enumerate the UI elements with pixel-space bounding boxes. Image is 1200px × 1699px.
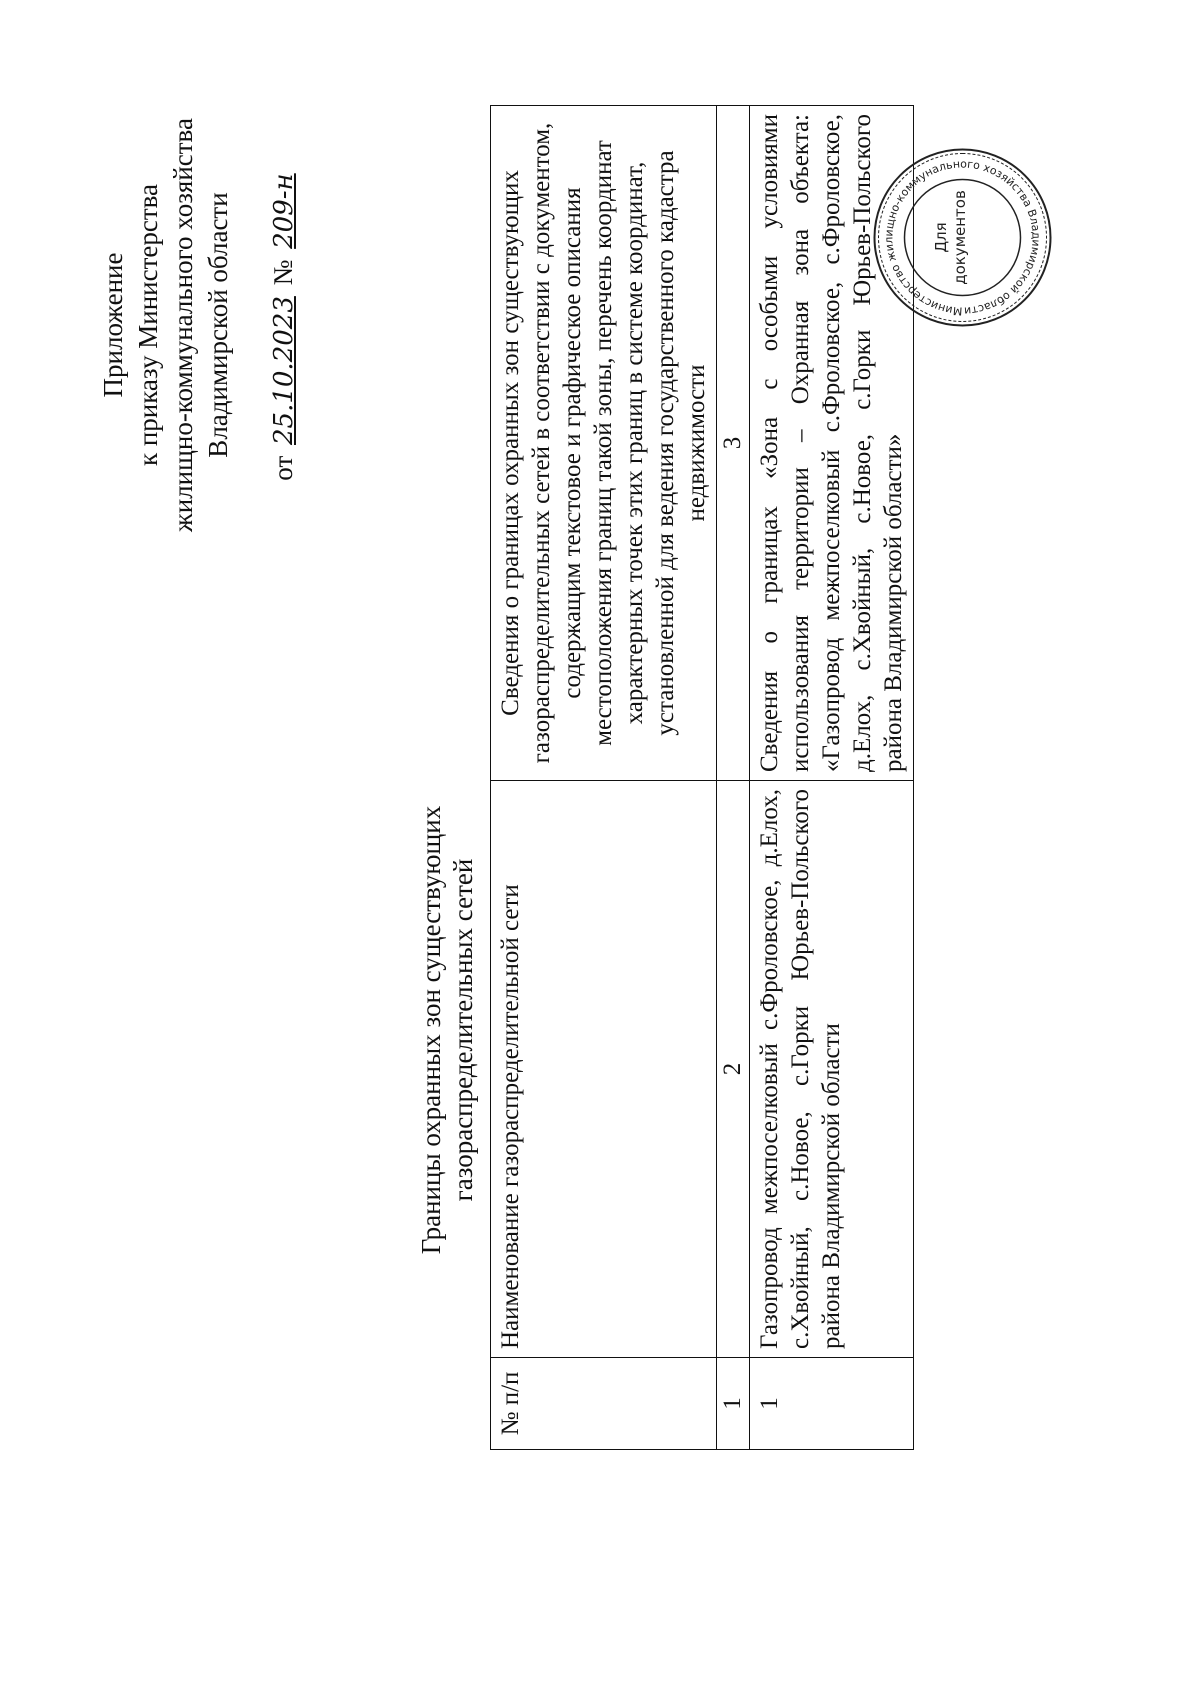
- stamp-center-line-2: документов: [951, 190, 969, 285]
- zones-table: [490, 105, 914, 1450]
- column-number-2: 2: [717, 781, 750, 1358]
- title-line-2: газораспределительных сетей: [448, 858, 478, 1202]
- order-date: 25.10.2023: [269, 296, 299, 445]
- rotated-document-content: [60, 70, 1140, 1610]
- stamp-ring-text: Министерство жилищно-коммунального хозяйства Владимирской области: [882, 157, 1043, 318]
- stamp-center-text: [932, 145, 970, 330]
- approval-line-3: жилищно-коммунального хозяйства: [168, 118, 198, 532]
- approval-line-1: Приложение: [98, 252, 128, 398]
- approval-line-2: к приказу Министерства: [133, 183, 163, 467]
- table-header-row: [491, 106, 717, 1450]
- header-zone-info: Сведения о границах охранных зон существующих газораспределительных сетей в соответствии с документом, содержащим текстовое и графическое описания местоположения границ такой зоны, перечень координат характерных точек этих границ в системе координат, установленной для ведения государственного кадастра недвижимости: [491, 106, 717, 781]
- column-number-row: [717, 106, 750, 1450]
- approval-block: [96, 110, 302, 540]
- approval-line-4: Владимирской области: [203, 192, 233, 458]
- order-number: 209-н: [269, 173, 299, 249]
- order-date-line: [266, 110, 302, 540]
- header-number: № п/п: [491, 1358, 717, 1450]
- row-zone-info: Сведения о границах «Зона с особыми условиями использования территории – Охранная зона объекта: «Газопровод межпоселковый с.Фроловское, с.Фроловское, д.Елох, с.Хвойный, с.Новое, с.Горки Юрьев-Польского района Владимирской области»: [750, 106, 914, 781]
- column-number-1: 1: [717, 1358, 750, 1450]
- column-number-3: 3: [717, 106, 750, 781]
- number-prefix: №: [268, 259, 298, 286]
- official-stamp: [870, 145, 1055, 330]
- stamp-center-line-1: Для: [932, 222, 950, 253]
- header-network-name: Наименование газораспределительной сети: [491, 781, 717, 1358]
- title-line-1: Границы охранных зон существующих: [416, 805, 446, 1255]
- document-title: [415, 710, 479, 1350]
- row-network-name: Газопровод межпоселковый с.Фроловское, д.Елох, с.Хвойный, с.Новое, с.Горки Юрьев-Польского района Владимирской области: [750, 781, 914, 1358]
- row-number: 1: [750, 1358, 914, 1450]
- date-prefix: от: [268, 455, 298, 481]
